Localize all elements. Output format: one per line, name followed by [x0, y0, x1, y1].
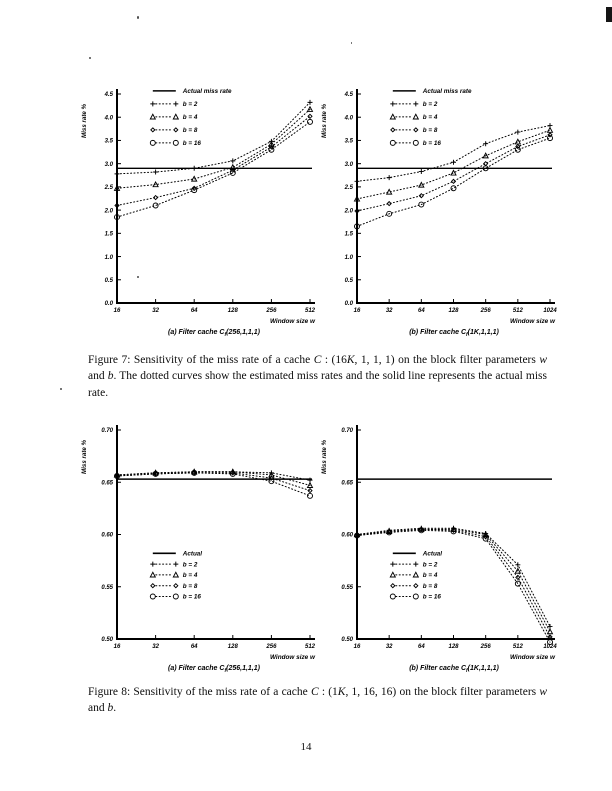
- x-tick-label: 64: [417, 644, 425, 650]
- series-b=4: [115, 469, 313, 487]
- y-axis-title: Miss rate %: [321, 439, 328, 474]
- legend-label-b=8: b = 8: [422, 127, 438, 135]
- x-tick-label: 32: [152, 308, 159, 314]
- subplot-caption: [357, 665, 551, 674]
- x-tick-label: 16: [353, 308, 361, 314]
- figure8-subplot-a: [76, 416, 328, 674]
- subplot-caption-params: (1K,1,1,1): [467, 329, 499, 336]
- x-tick-label: 32: [385, 308, 393, 314]
- x-axis-ticks: [114, 299, 316, 314]
- x-axis-ticks: [354, 635, 558, 650]
- caption-math-var: w: [539, 686, 548, 698]
- x-tick-label: 256: [480, 308, 491, 314]
- chart-svg: [76, 80, 328, 326]
- legend-label-b=16: b = 16: [182, 140, 201, 148]
- chart-svg: [316, 416, 568, 662]
- figure7-subplot-b: [316, 80, 568, 338]
- caption-math-var: C: [310, 686, 319, 698]
- legend-label-b=4: b = 4: [182, 114, 198, 122]
- x-tick-label: 128: [448, 308, 459, 314]
- legend-label-actual: Actual miss rate: [422, 88, 472, 96]
- caption-text: Figure 8: Sensitivity of the miss rate of a cache: [88, 686, 311, 698]
- subplot-caption-params: (256,1,1,1): [226, 329, 260, 336]
- x-axis-title: Window size w: [509, 654, 555, 661]
- legend: [390, 551, 442, 601]
- x-tick-label: 1024: [543, 308, 557, 314]
- legend-label-b=4: b = 4: [422, 114, 438, 122]
- caption-math-var: b: [107, 370, 114, 383]
- legend-label-b=8: b = 8: [422, 582, 438, 590]
- x-tick-label: 512: [512, 644, 523, 650]
- y-tick-label: 0.65: [341, 480, 353, 487]
- y-tick-label: 3.5: [104, 138, 113, 145]
- y-tick-label: 0.0: [344, 301, 353, 308]
- x-tick-label: 128: [227, 644, 238, 650]
- chart-svg: [316, 80, 568, 326]
- caption-text: .: [113, 702, 117, 715]
- page-number: 14: [300, 741, 312, 753]
- scan-artifact: [137, 16, 139, 19]
- legend-label-b=2: b = 2: [422, 101, 438, 109]
- caption-text: , 1, 1, 1) on the block filter parameters: [354, 354, 540, 366]
- x-axis-title: Window size w: [509, 318, 555, 325]
- caption-text: Figure 7: Sensitivity of the miss rate of a cache: [88, 354, 314, 366]
- figure7-subplot-a: [76, 80, 328, 338]
- y-tick-label: 0.55: [341, 584, 353, 591]
- series-b=8: [355, 133, 552, 213]
- subplot-caption-text: (b) Filter cache C: [409, 329, 466, 336]
- y-axis-ticks: [104, 92, 121, 307]
- y-axis-ticks: [101, 428, 121, 643]
- caption-text: . The dotted curves show the estimated miss rates and the solid line represents the actual miss rate.: [88, 370, 547, 399]
- y-tick-label: 3.5: [344, 138, 353, 145]
- chart-canvas-fig7b: [316, 80, 568, 326]
- y-tick-label: 4.5: [344, 92, 353, 99]
- figure7-caption: [88, 352, 547, 401]
- caption-text: : (16: [321, 354, 347, 366]
- series-b=4: [355, 527, 553, 634]
- subplot-caption-subscript: f: [466, 668, 468, 674]
- x-tick-label: 64: [190, 308, 198, 314]
- x-tick-label: 128: [227, 308, 238, 314]
- y-tick-label: 2.0: [104, 208, 113, 215]
- chart-canvas-fig8b: [316, 416, 568, 662]
- caption-math-var: K: [337, 686, 346, 698]
- scan-edge-mark: [606, 7, 612, 22]
- subplot-caption-subscript: f: [466, 332, 468, 338]
- y-tick-label: 3.0: [344, 161, 353, 168]
- x-axis-title: Window size w: [269, 318, 315, 325]
- x-tick-label: 256: [266, 644, 277, 650]
- series-b=16: [115, 119, 313, 219]
- series-b=8: [115, 114, 312, 207]
- legend-label-b=8: b = 8: [182, 582, 198, 590]
- y-tick-label: 2.0: [344, 208, 353, 215]
- scan-artifact: [351, 42, 352, 44]
- chart-canvas-fig8a: [76, 416, 328, 662]
- scan-artifact: [89, 57, 91, 59]
- y-axis-title: Miss rate %: [81, 439, 88, 474]
- y-tick-label: 1.0: [344, 254, 353, 261]
- caption-math-var: C: [313, 354, 322, 366]
- caption-math-var: w: [539, 354, 547, 366]
- x-axis-ticks: [354, 299, 558, 314]
- y-tick-label: 1.5: [344, 231, 353, 238]
- x-axis-title: Window size w: [269, 654, 315, 661]
- y-tick-label: 3.0: [104, 161, 113, 168]
- legend: [150, 551, 202, 601]
- legend-label-b=2: b = 2: [182, 561, 198, 569]
- y-axis-title: Miss rate %: [81, 103, 88, 138]
- legend-label-b=2: b = 2: [422, 561, 438, 569]
- y-tick-label: 0.60: [341, 532, 353, 539]
- series-b=2: [355, 526, 553, 629]
- subplot-caption-params: (256,1,1,1): [226, 665, 260, 672]
- figure8-subplot-b: [316, 416, 568, 674]
- x-tick-label: 32: [385, 644, 393, 650]
- series-b=2: [115, 469, 313, 482]
- y-tick-label: 1.0: [104, 254, 113, 261]
- legend: [390, 88, 472, 147]
- caption-text: : (1: [318, 686, 338, 698]
- chart-canvas-fig7a: [76, 80, 328, 326]
- caption-math-var: b: [107, 702, 114, 715]
- axes: [356, 89, 555, 304]
- caption-text: and: [88, 702, 108, 715]
- axes: [116, 425, 315, 640]
- x-tick-label: 64: [417, 308, 425, 314]
- series-b=16: [355, 136, 553, 229]
- y-tick-label: 0.70: [101, 428, 113, 435]
- x-tick-label: 256: [480, 644, 491, 650]
- legend-label-b=16: b = 16: [422, 140, 441, 148]
- x-tick-label: 128: [448, 644, 459, 650]
- y-tick-label: 0.5: [344, 277, 353, 284]
- subplot-caption: [357, 329, 551, 338]
- legend: [150, 88, 232, 147]
- y-tick-label: 2.5: [344, 185, 353, 192]
- x-tick-label: 1024: [543, 644, 557, 650]
- subplot-caption: [117, 329, 311, 338]
- y-tick-label: 0.65: [101, 480, 113, 487]
- subplot-caption-params: (1K,1,1,1): [467, 665, 499, 672]
- y-tick-label: 2.5: [104, 185, 113, 192]
- caption-math-var: K: [346, 354, 355, 366]
- subplot-caption-text: (b) Filter cache C: [409, 665, 466, 672]
- x-tick-label: 16: [113, 644, 121, 650]
- series-b=8: [355, 527, 552, 639]
- axes: [116, 89, 315, 304]
- series-b=16: [115, 470, 313, 498]
- x-tick-label: 64: [190, 644, 198, 650]
- x-tick-label: 32: [152, 644, 159, 650]
- y-tick-label: 1.5: [104, 231, 113, 238]
- y-tick-label: 0.70: [341, 428, 353, 435]
- scan-artifact: [60, 388, 62, 390]
- x-tick-label: 16: [353, 644, 361, 650]
- y-tick-label: 0.0: [104, 301, 113, 308]
- legend-label-actual: Actual: [182, 550, 203, 558]
- y-tick-label: 0.50: [341, 637, 353, 644]
- chart-svg: [76, 416, 328, 662]
- subplot-caption-subscript: f: [224, 668, 227, 674]
- y-tick-label: 0.5: [104, 277, 113, 284]
- subplot-caption-subscript: f: [224, 332, 227, 338]
- y-tick-label: 4.0: [104, 115, 113, 122]
- x-axis-ticks: [114, 635, 316, 650]
- subplot-caption-text: (a) Filter cache C: [168, 665, 225, 672]
- caption-text: and: [88, 370, 108, 383]
- x-tick-label: 512: [304, 308, 316, 314]
- legend-label-b=4: b = 4: [422, 572, 438, 580]
- legend-label-b=8: b = 8: [182, 127, 198, 135]
- y-axis-title: Miss rate %: [321, 103, 328, 138]
- legend-label-actual: Actual: [422, 550, 443, 558]
- series-b=4: [115, 107, 313, 191]
- x-tick-label: 16: [113, 308, 121, 314]
- legend-label-b=16: b = 16: [182, 593, 201, 601]
- y-tick-label: 4.5: [104, 92, 113, 99]
- legend-label-b=2: b = 2: [182, 101, 198, 109]
- legend-label-b=4: b = 4: [182, 572, 198, 580]
- subplot-caption-text: (a) Filter cache C: [168, 329, 225, 336]
- x-tick-label: 256: [266, 308, 277, 314]
- figure8-caption: [88, 684, 547, 717]
- y-tick-label: 0.50: [101, 637, 113, 644]
- y-tick-label: 4.0: [344, 115, 353, 122]
- y-tick-label: 0.60: [101, 532, 113, 539]
- subplot-caption: [117, 665, 311, 674]
- y-tick-label: 0.55: [101, 584, 113, 591]
- legend-label-actual: Actual miss rate: [182, 88, 232, 96]
- x-tick-label: 512: [512, 308, 523, 314]
- legend-label-b=16: b = 16: [422, 593, 441, 601]
- x-tick-label: 512: [304, 644, 316, 650]
- caption-text: , 1, 16, 16) on the block filter parameters: [345, 686, 540, 698]
